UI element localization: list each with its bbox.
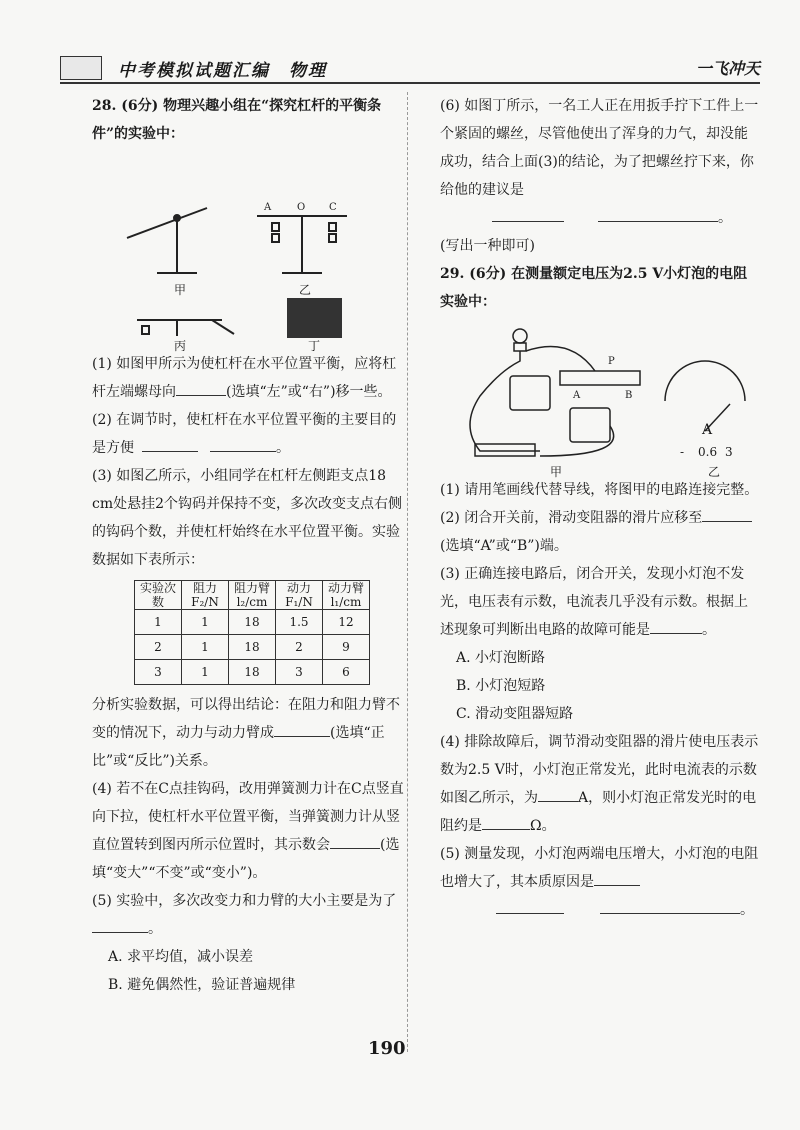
table-cell: 1 xyxy=(182,660,229,685)
q29-part5-text: (5) 测量发现，小灯泡两端电压增大，小灯泡的电阻也增大了，其本质原因是 xyxy=(440,846,759,890)
answer-blank[interactable] xyxy=(496,899,564,914)
svg-text:C: C xyxy=(329,202,337,213)
answer-blank[interactable] xyxy=(482,815,530,830)
table-header: 动力 F₁/N xyxy=(276,581,323,610)
option-c: C. 滑动变阻器短路 xyxy=(456,706,574,722)
fig-label-yi: 乙 xyxy=(708,465,721,479)
answer-blank[interactable] xyxy=(176,381,226,396)
q28-stem: 28. (6分) 物理兴趣小组在“探究杠杆的平衡条件”的实验中： xyxy=(92,98,382,142)
option-a: A. 小灯泡断路 xyxy=(456,650,546,666)
answer-blank[interactable] xyxy=(538,787,578,802)
table-cell: 1.5 xyxy=(276,610,323,635)
answer-blank[interactable] xyxy=(600,899,740,914)
q29-part4-mid: A，则小灯泡正常发光时的电阻约是 xyxy=(440,790,757,834)
q28-part2-text: (2) 在调节时，使杠杆在水平位置平衡的主要目的是方便 xyxy=(92,412,397,456)
answer-blank[interactable] xyxy=(650,619,702,634)
table-cell: 18 xyxy=(229,610,276,635)
lever-figure-a xyxy=(127,208,207,273)
ammeter-terminal: - xyxy=(680,445,685,459)
q28-part6-note: (写出一种即可) xyxy=(440,238,535,254)
option-a: A. 求平均值，减小误差 xyxy=(108,949,254,965)
q29-part4-text: (4) 排除故障后，调节滑动变阻器的滑片使电压表示数为2.5 V时，小灯泡正常发光，此时电流表的示数如图乙所示，为 xyxy=(440,734,759,806)
q29-part2 xyxy=(440,504,760,560)
table-cell: 1 xyxy=(135,610,182,635)
svg-text:B: B xyxy=(625,390,633,401)
header-logo xyxy=(60,56,102,80)
q28-part6-text: (6) 如图丁所示，一名工人正在用扳手拧下工件上一个紧固的螺丝，尽管他使出了浑身的力气，却没能成功，结合上面(3)的结论，为了把螺丝拧下来，你给他的建议是 xyxy=(440,98,759,198)
q29-part4-tail: Ω。 xyxy=(530,818,556,834)
fig-label-c: 丙 xyxy=(174,339,187,353)
fig-label-b: 乙 xyxy=(299,283,312,297)
svg-text:A: A xyxy=(264,202,272,213)
q28-part2: (2) 在调节时，使杠杆在水平位置平衡的主要目的是方便 。 xyxy=(92,412,397,456)
q29-part4 xyxy=(440,728,760,840)
fig-label-d: 丁 xyxy=(308,339,321,353)
table-cell: 6 xyxy=(323,660,370,685)
answer-blank[interactable] xyxy=(210,437,276,452)
q28-part4 xyxy=(92,775,404,887)
fig-label-a: 甲 xyxy=(174,283,187,297)
table-cell: 3 xyxy=(276,660,323,685)
option-b: B. 小灯泡短路 xyxy=(456,678,546,694)
table-cell: 12 xyxy=(323,610,370,635)
table-cell: 18 xyxy=(229,660,276,685)
q28-part5-text: (5) 实验中，多次改变力和力臂的大小主要是为了 xyxy=(92,893,397,909)
table-cell: 1 xyxy=(182,635,229,660)
q29-part3: (3) 正确连接电路后，闭合开关，发现小灯泡不发光，电压表有示数，电流表几乎没有示数。根据上述现象可判断出电路的故障可能是 。 xyxy=(440,566,748,638)
left-column xyxy=(92,92,404,999)
header-rule xyxy=(60,82,760,84)
circuit-figures xyxy=(440,316,760,479)
ammeter-label: A xyxy=(702,422,713,438)
fig-caption-row xyxy=(92,338,404,353)
right-column xyxy=(440,92,760,924)
table-cell: 9 xyxy=(323,635,370,660)
q28-part3: (3) 如图乙所示，小组同学在杠杆左侧距支点18 cm处悬挂2个钩码并保持不变，多次改变支点右侧的钩码个数，并使杠杆始终在水平位置平衡。实验数据如下表所示： xyxy=(92,468,403,568)
q29-part2-tail: (选填“A”或“B”)端。 xyxy=(440,538,568,554)
svg-text:P: P xyxy=(608,356,615,367)
table-header-row xyxy=(135,581,370,610)
answer-blank[interactable] xyxy=(330,834,380,849)
svg-text:O: O xyxy=(297,202,306,213)
q28-part5: (5) 实验中，多次改变力和力臂的大小主要是为了。 xyxy=(92,893,397,937)
answer-blank[interactable] xyxy=(274,722,330,737)
lever-figures xyxy=(92,148,404,338)
q29-part2-text: (2) 闭合开关前，滑动变阻器的滑片应移至 xyxy=(440,510,703,526)
ammeter-terminal: 0.6 xyxy=(698,445,718,459)
column-divider xyxy=(407,92,408,1052)
q28-conclusion xyxy=(92,691,404,775)
table-row xyxy=(135,660,370,685)
q28-part1-tail: (选填“左”或“右”)移一些。 xyxy=(226,384,392,400)
header-title: 中考模拟试题汇编 物理 xyxy=(118,61,327,81)
q28-conclusion-text: 分析实验数据，可以得出结论：在阻力和阻力臂不变的情况下，动力与动力臂成 xyxy=(92,697,400,741)
q28-part1 xyxy=(92,350,404,406)
fig-label-jia: 甲 xyxy=(550,465,563,479)
table-row xyxy=(135,610,370,635)
q28-part4-text: (4) 若不在C点挂钩码，改用弹簧测力计在C点竖直向下拉，使杠杆水平位置平衡，当弹簧测力计从竖直位置转到图丙所示位置时，其示数会 xyxy=(92,781,404,853)
table-cell: 2 xyxy=(135,635,182,660)
q29-stem: 29. (6分) 在测量额定电压为2.5 V小灯泡的电阻实验中： xyxy=(440,266,748,310)
answer-blank[interactable] xyxy=(92,918,148,933)
answer-blank[interactable] xyxy=(492,207,564,222)
q29-part1: (1) 请用笔画线代替导线，将图甲的电路连接完整。 xyxy=(440,482,759,498)
table-header: 动力臂 l₁/cm xyxy=(323,581,370,610)
page-header xyxy=(60,56,760,80)
ammeter-terminal: 3 xyxy=(725,445,733,459)
table-header: 实验次数 xyxy=(135,581,182,610)
q28-part6: (6) 如图丁所示，一名工人正在用扳手拧下工件上一个紧固的螺丝，尽管他使出了浑身的力气，却没能成功，结合上面(3)的结论，为了把螺丝拧下来，你给他的建议是 。 xyxy=(440,98,759,226)
lever-diagrams xyxy=(92,148,404,338)
table-header: 阻力臂 l₂/cm xyxy=(229,581,276,610)
table-header: 阻力 F₂/N xyxy=(182,581,229,610)
answer-blank[interactable] xyxy=(594,871,640,886)
table-cell: 18 xyxy=(229,635,276,660)
q28-part4-tail: (选填“变大”“不变”或“变小”)。 xyxy=(92,837,400,881)
table-cell: 3 xyxy=(135,660,182,685)
table-cell: 1 xyxy=(182,610,229,635)
header-brand: 一飞冲天 xyxy=(695,59,760,78)
table-cell: 2 xyxy=(276,635,323,660)
q28-conclusion-tail: (选填“正比”或“反比”)关系。 xyxy=(92,725,385,769)
option-b: B. 避免偶然性，验证普遍规律 xyxy=(108,977,296,993)
lever-figure-b xyxy=(257,202,347,273)
answer-blank[interactable] xyxy=(598,207,718,222)
answer-blank[interactable] xyxy=(702,507,752,522)
page-number: 190 xyxy=(368,1038,406,1059)
table-row xyxy=(135,635,370,660)
data-table xyxy=(134,580,370,685)
answer-blank[interactable] xyxy=(142,437,198,452)
svg-text:A: A xyxy=(573,390,581,401)
q28-part1-text: (1) 如图甲所示为使杠杆在水平位置平衡，应将杠杆左端螺母向 xyxy=(92,356,397,400)
q29-part5: (5) 测量发现，小灯泡两端电压增大，小灯泡的电阻也增大了，其本质原因是 。 xyxy=(440,846,759,918)
q29-part3-text: (3) 正确连接电路后，闭合开关，发现小灯泡不发光，电压表有示数，电流表几乎没有示数。根据上述现象可判断出电路的故障可能是 xyxy=(440,566,748,638)
